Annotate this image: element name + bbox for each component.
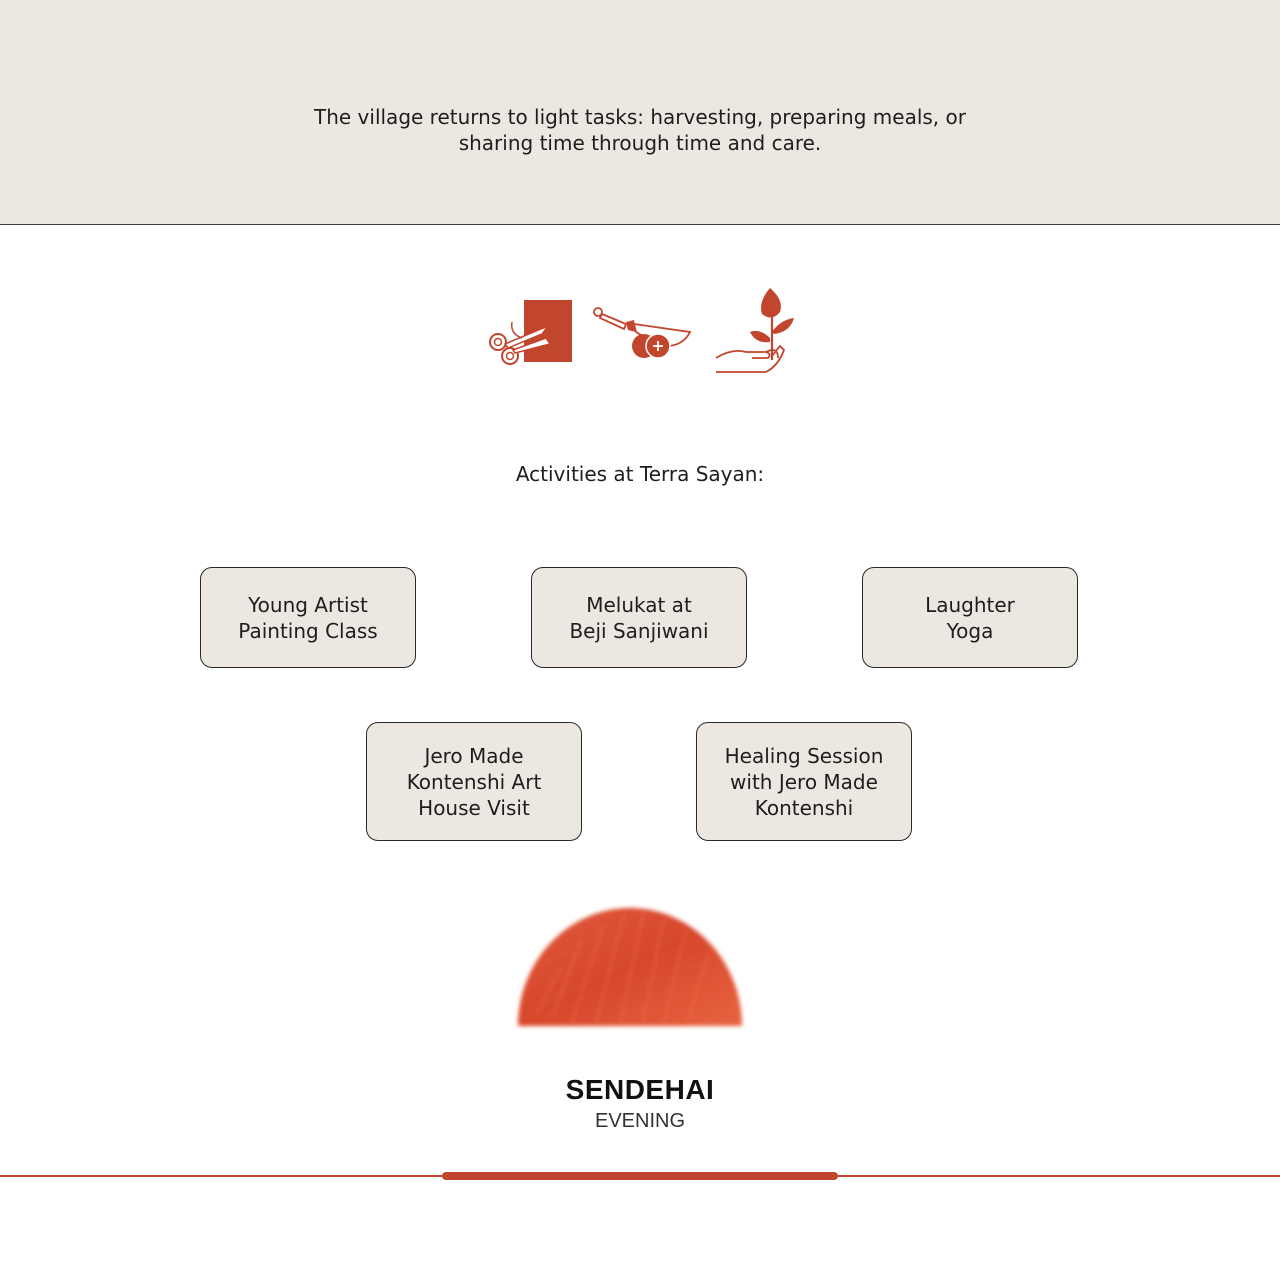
activities-heading: Activities at Terra Sayan:	[515, 462, 765, 486]
activity-card-melukat[interactable]	[531, 567, 747, 668]
activity-card-label: Jero Made Kontenshi Art House Visit	[406, 743, 542, 820]
activity-card-label: Young Artist Painting Class	[238, 592, 378, 643]
intro-text: The village returns to light tasks: harvesting, preparing meals, or sharing time through time and care.	[314, 105, 966, 155]
activity-card-art-house-visit[interactable]	[366, 722, 582, 841]
activity-icons	[486, 286, 796, 378]
activity-card-label: Healing Session with Jero Made Kontenshi	[724, 743, 884, 820]
activity-card-laughter-yoga[interactable]	[862, 567, 1078, 668]
period-subtitle: EVENING	[594, 1110, 686, 1132]
hand-sprout-icon	[712, 286, 796, 378]
period-title: SENDEHAI	[565, 1074, 715, 1105]
activity-card-label: Laughter Yoga	[925, 592, 1015, 643]
intro-band	[0, 0, 1280, 225]
scissors-paper-icon	[486, 286, 576, 378]
activity-card-young-artist[interactable]	[200, 567, 416, 668]
setting-sun-illustration	[512, 898, 748, 1032]
activity-card-label: Melukat at Beji Sanjiwani	[569, 592, 709, 643]
progress-indicator	[442, 1172, 838, 1180]
knife-cutting-icon	[590, 286, 696, 378]
activity-card-healing-session[interactable]	[696, 722, 912, 841]
